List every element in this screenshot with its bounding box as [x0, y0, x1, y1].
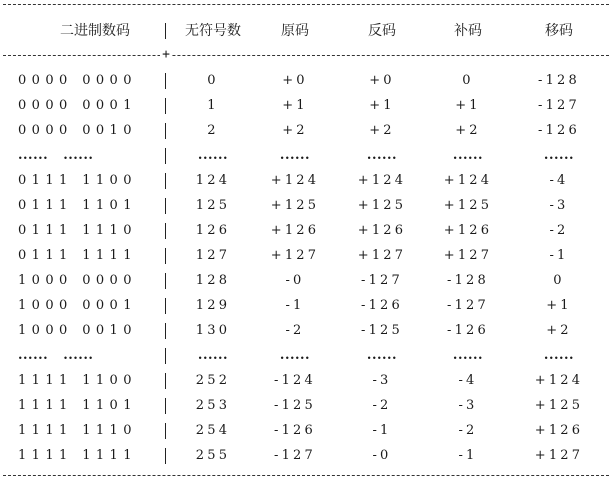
cell-unsigned: 125: [195, 198, 231, 213]
cell-unsigned: 129: [195, 298, 231, 313]
cell-ones-complement: -3: [372, 373, 392, 388]
cell-unsigned: 253: [195, 398, 231, 413]
cell-unsigned: 124: [195, 173, 231, 188]
cell-offset: +124: [534, 373, 584, 388]
column-separator: [165, 23, 166, 39]
header-unsigned: 无符号数: [185, 23, 241, 39]
column-separator: [165, 323, 166, 339]
cell-ones-complement: +1: [369, 98, 395, 113]
cell-twos-complement: ......: [452, 348, 484, 363]
column-separator: [165, 248, 166, 264]
cell-twos-complement: +126: [443, 223, 493, 238]
table-row: [0, 445, 612, 467]
cell-binary: 0000 0000: [18, 73, 137, 88]
cell-original: -126: [273, 423, 316, 438]
cell-ones-complement: -2: [372, 398, 392, 413]
column-separator: [165, 148, 166, 164]
cell-twos-complement: -3: [458, 398, 478, 413]
table-row: [0, 145, 612, 167]
table-row: [0, 395, 612, 417]
column-separator: [165, 273, 166, 289]
column-separator: [165, 398, 166, 414]
cell-original: +126: [270, 223, 320, 238]
cell-original: -127: [273, 448, 316, 463]
header-twos-complement: 补码: [454, 23, 482, 39]
cell-unsigned: 130: [195, 323, 231, 338]
table-row: [0, 420, 612, 442]
cell-ones-complement: ......: [366, 348, 398, 363]
cell-unsigned: 255: [195, 448, 231, 463]
table-row: [0, 220, 612, 242]
cell-unsigned: 127: [195, 248, 231, 263]
cell-binary: 1111 1110: [18, 423, 137, 438]
cell-unsigned: ......: [197, 148, 229, 163]
cell-ones-complement: -1: [372, 423, 392, 438]
column-separator: [165, 448, 166, 464]
cell-twos-complement: -126: [446, 323, 489, 338]
cell-original: -2: [285, 323, 305, 338]
cell-original: +127: [270, 248, 320, 263]
cell-ones-complement: -126: [360, 298, 403, 313]
column-separator: [165, 173, 166, 189]
cell-binary: 0111 1101: [18, 198, 137, 213]
cell-twos-complement: +125: [443, 198, 493, 213]
column-separator: [165, 423, 166, 439]
column-separator: [165, 73, 166, 89]
cell-twos-complement: -127: [446, 298, 489, 313]
cell-unsigned: 252: [195, 373, 231, 388]
cell-unsigned: 1: [207, 98, 219, 113]
column-separator: [165, 298, 166, 314]
cell-binary: 0111 1110: [18, 223, 137, 238]
cell-unsigned: 126: [195, 223, 231, 238]
cell-unsigned: ......: [197, 348, 229, 363]
cell-ones-complement: -127: [360, 273, 403, 288]
cell-offset: -126: [537, 123, 580, 138]
cell-ones-complement: +126: [357, 223, 407, 238]
cell-twos-complement: -128: [446, 273, 489, 288]
cell-original: -124: [273, 373, 316, 388]
cell-original: +1: [282, 98, 308, 113]
cell-binary: 1111 1101: [18, 398, 137, 413]
cell-twos-complement: ......: [452, 148, 484, 163]
cell-offset: -3: [549, 198, 569, 213]
cell-binary: 0111 1111: [18, 248, 137, 263]
header-row: [0, 20, 612, 42]
cell-offset: 0: [553, 273, 565, 288]
cell-ones-complement: -125: [360, 323, 403, 338]
cell-offset: -1: [549, 248, 569, 263]
cell-offset: +2: [546, 323, 572, 338]
bottom-dashed-rule: [3, 475, 609, 476]
cell-binary: 1000 0010: [18, 323, 137, 338]
column-separator: [165, 98, 166, 114]
header-binary: 二进制数码: [60, 23, 130, 39]
cell-ones-complement: +124: [357, 173, 407, 188]
cell-original: +0: [282, 73, 308, 88]
cell-binary: 1111 1100: [18, 373, 137, 388]
cell-offset: -128: [537, 73, 580, 88]
cell-original: ......: [279, 348, 311, 363]
cell-original: ......: [279, 148, 311, 163]
cell-ones-complement: +127: [357, 248, 407, 263]
cell-twos-complement: -4: [458, 373, 478, 388]
cell-unsigned: 128: [195, 273, 231, 288]
cell-binary: 0000 0001: [18, 98, 137, 113]
table-row: [0, 195, 612, 217]
cell-offset: -4: [549, 173, 569, 188]
cell-binary: 1000 0000: [18, 273, 137, 288]
cell-twos-complement: +127: [443, 248, 493, 263]
cell-binary: 0000 0010: [18, 123, 137, 138]
header-original: 原码: [281, 23, 309, 39]
rule-junction-plus: +: [160, 46, 172, 64]
cell-binary: 1111 1111: [18, 448, 137, 463]
table-row: [0, 270, 612, 292]
cell-original: -125: [273, 398, 316, 413]
table-row: [0, 170, 612, 192]
table-row: [0, 320, 612, 342]
cell-twos-complement: +2: [455, 123, 481, 138]
cell-ones-complement: +125: [357, 198, 407, 213]
cell-ones-complement: -0: [372, 448, 392, 463]
column-separator: [165, 373, 166, 389]
cell-binary: ...... ......: [18, 348, 94, 363]
cell-original: -1: [285, 298, 305, 313]
column-separator: [165, 198, 166, 214]
cell-ones-complement: +2: [369, 123, 395, 138]
cell-twos-complement: +124: [443, 173, 493, 188]
cell-twos-complement: 0: [462, 73, 474, 88]
table-row: [0, 370, 612, 392]
top-dashed-rule: [3, 4, 609, 5]
cell-twos-complement: -2: [458, 423, 478, 438]
cell-twos-complement: -1: [458, 448, 478, 463]
cell-ones-complement: +0: [369, 73, 395, 88]
header-ones-complement: 反码: [368, 23, 396, 39]
cell-binary: 1000 0001: [18, 298, 137, 313]
cell-offset: +126: [534, 423, 584, 438]
cell-offset: +127: [534, 448, 584, 463]
table-row: [0, 245, 612, 267]
column-separator: [165, 223, 166, 239]
column-separator: [165, 123, 166, 139]
cell-original: +124: [270, 173, 320, 188]
cell-original: +2: [282, 123, 308, 138]
table-row: [0, 295, 612, 317]
cell-binary: 0111 1100: [18, 173, 137, 188]
cell-twos-complement: +1: [455, 98, 481, 113]
table-row: [0, 120, 612, 142]
cell-unsigned: 2: [207, 123, 219, 138]
cell-offset: ......: [543, 348, 575, 363]
table-row: [0, 70, 612, 92]
cell-original: -0: [285, 273, 305, 288]
cell-offset: -2: [549, 223, 569, 238]
column-separator: [165, 348, 166, 364]
cell-offset: +1: [546, 298, 572, 313]
cell-original: +125: [270, 198, 320, 213]
cell-ones-complement: ......: [366, 148, 398, 163]
header-offset: 移码: [545, 23, 573, 39]
cell-unsigned: 0: [207, 73, 219, 88]
cell-offset: +125: [534, 398, 584, 413]
cell-offset: ......: [543, 148, 575, 163]
cell-offset: -127: [537, 98, 580, 113]
header-dashed-rule: [3, 55, 609, 56]
table-row: [0, 95, 612, 117]
cell-binary: ...... ......: [18, 148, 94, 163]
table-row: [0, 345, 612, 367]
cell-unsigned: 254: [195, 423, 231, 438]
